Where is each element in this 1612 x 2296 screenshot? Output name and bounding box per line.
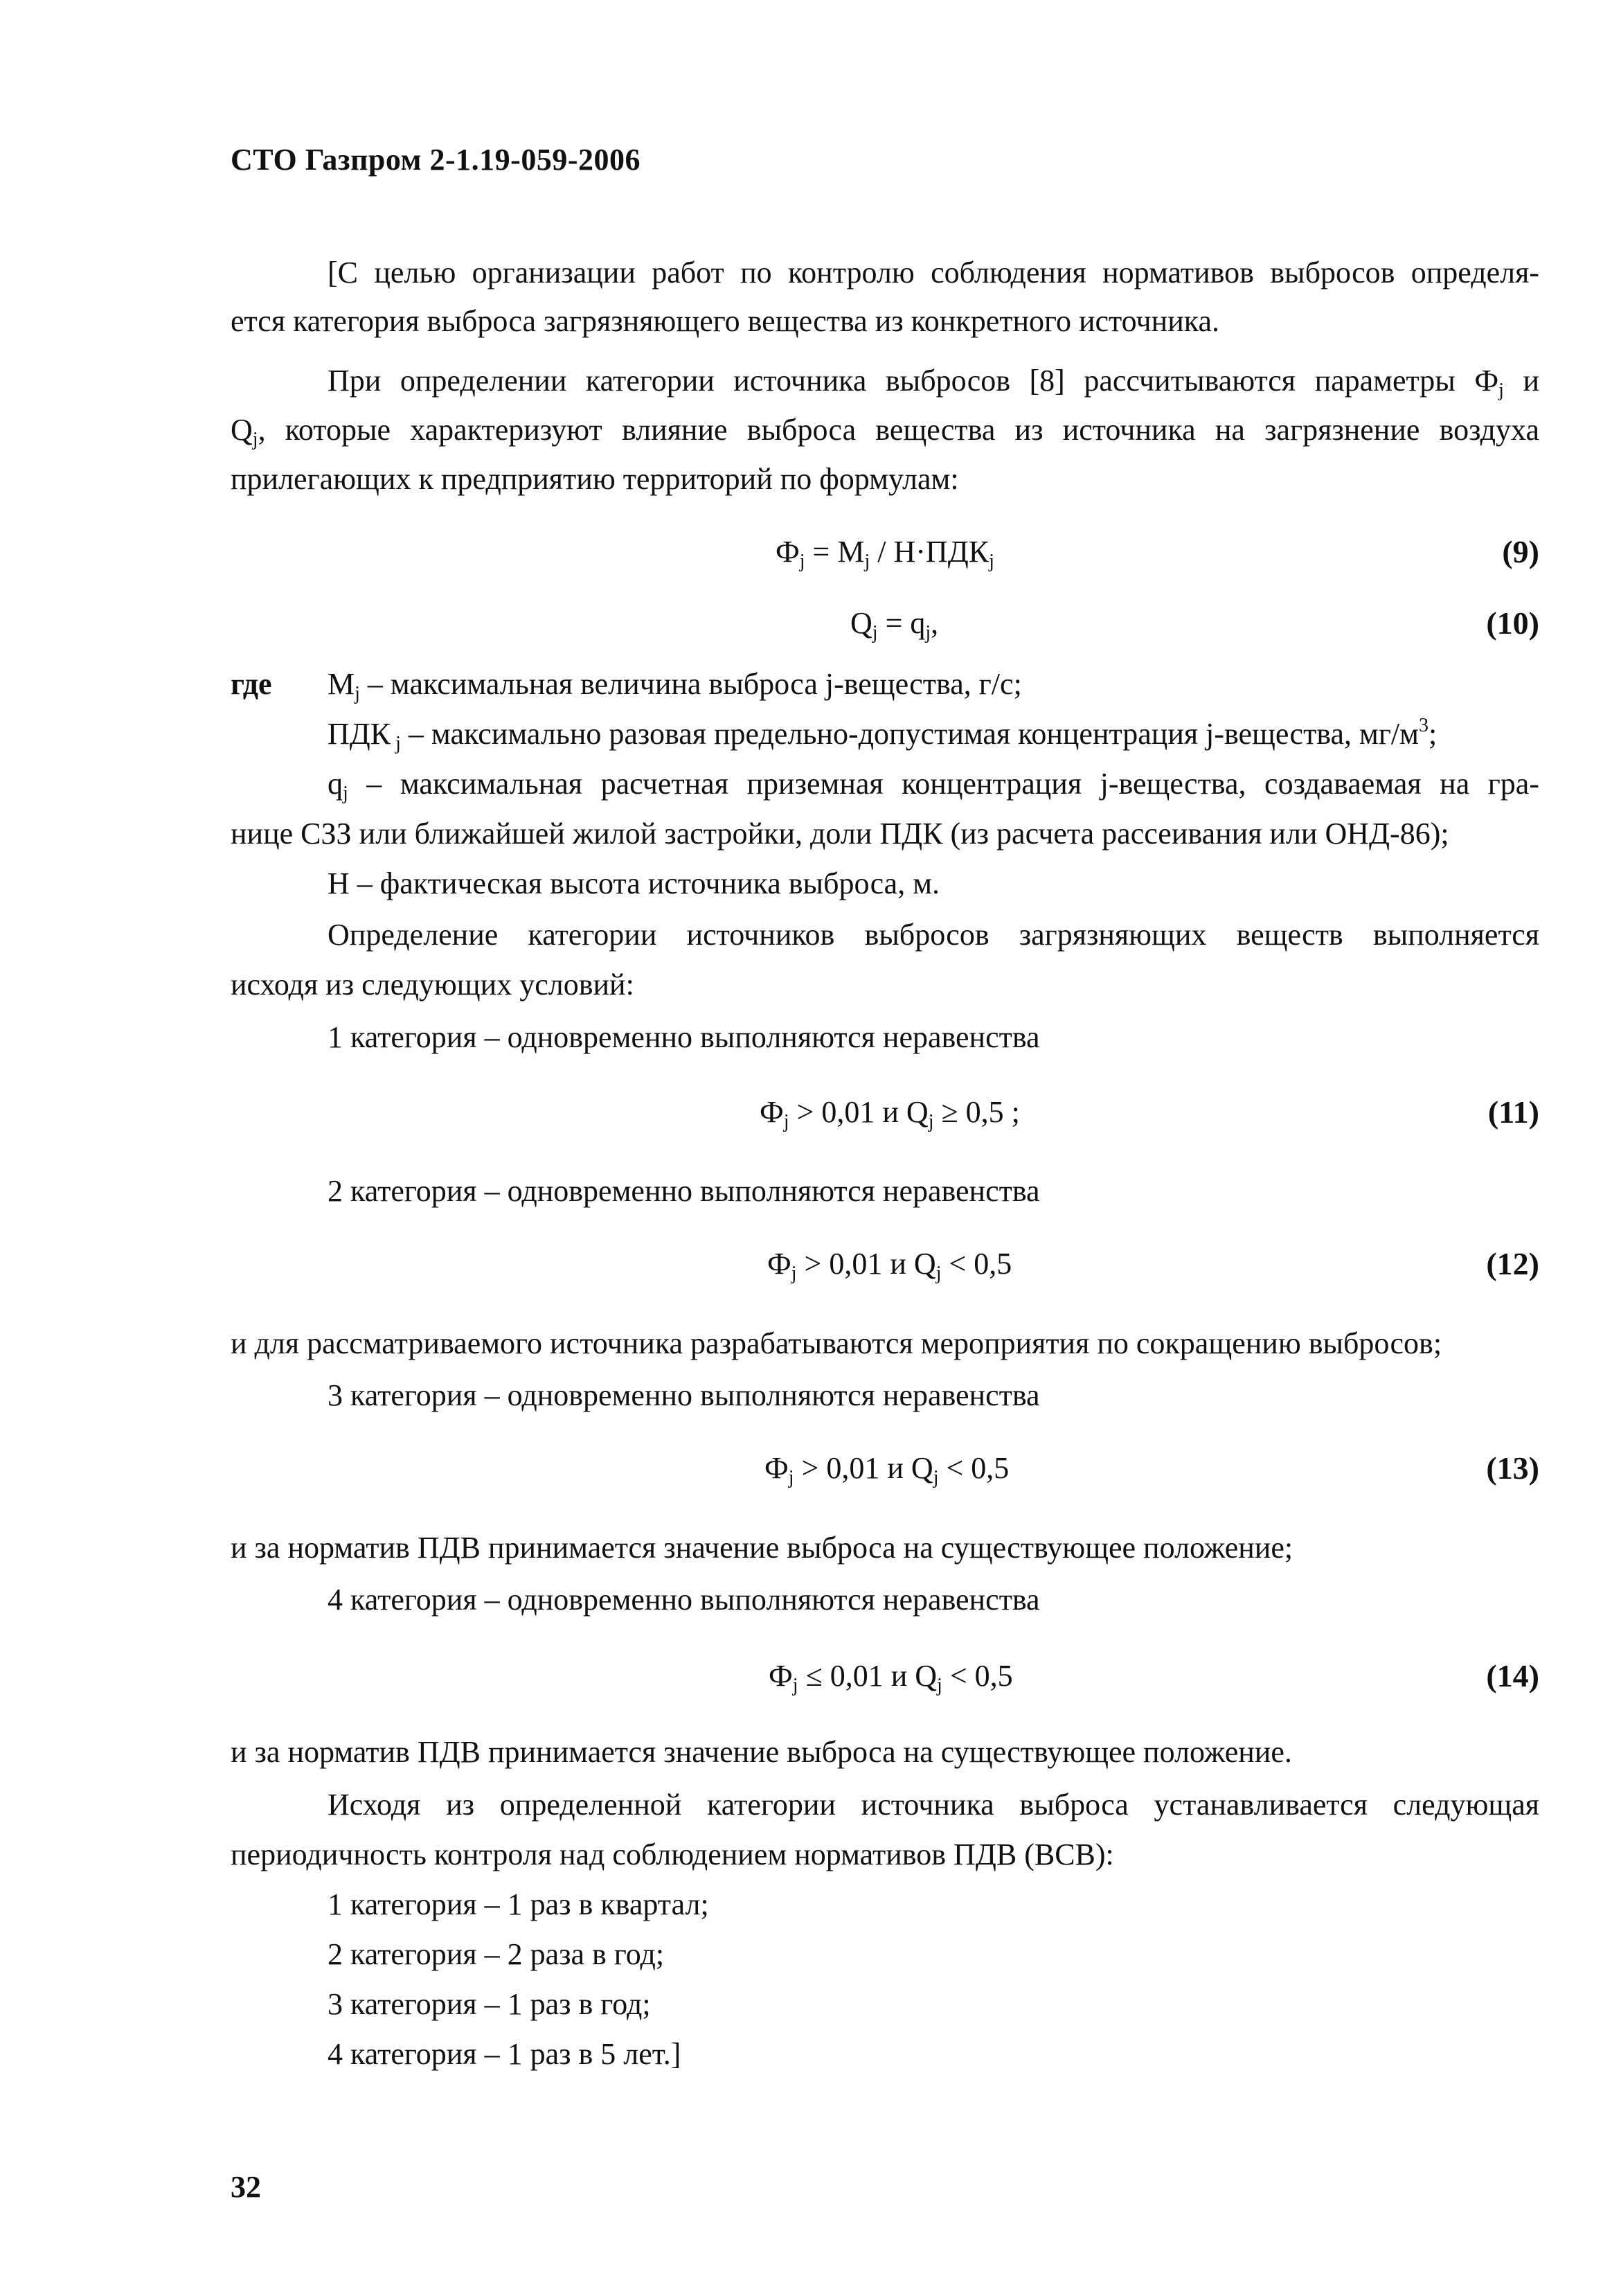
paragraph-4-line-1: Исходя из определенной категории источника выброса устанавливается следующая bbox=[328, 1788, 1539, 1822]
page-number: 32 bbox=[231, 2170, 261, 2204]
equation-11: $Ф_j > 0,01$ и $Q_j \ge 0,5$ ; bbox=[760, 1095, 1020, 1132]
period-list-item: 3 категория – 1 раз в год; bbox=[328, 1987, 651, 2021]
equation-13-number: (13) bbox=[1486, 1450, 1539, 1486]
category-1-intro: 1 категория – одновременно выполняются неравенства bbox=[328, 1020, 1040, 1054]
definition-q-line-2: нице СЗЗ или ближайшей жилой застройки, доли ПДК (из расчета рассеивания или ОНД-86); bbox=[231, 817, 1449, 851]
equation-14: $Ф_j \le 0,01$ и $Q_j < 0,5$ bbox=[769, 1659, 1013, 1696]
where-label: где bbox=[231, 667, 272, 701]
equation-11-number: (11) bbox=[1487, 1094, 1539, 1130]
definition-q-line-1: $q_j$ – максимальная расчетная приземная концентрация j-вещества, создаваемая на гра- bbox=[328, 767, 1539, 804]
paragraph-4-line-2: периодичность контроля над соблюдением нормативов ПДВ (ВСВ): bbox=[231, 1837, 1114, 1871]
paragraph-3-line-1: Определение категории источников выбросов загрязняющих веществ выполняется bbox=[328, 918, 1539, 952]
period-list-item: 4 категория – 1 раз в 5 лет.] bbox=[328, 2037, 681, 2071]
equation-13: $Ф_j > 0,01$ и $Q_j < 0,5$ bbox=[764, 1451, 1010, 1488]
equation-14-number: (14) bbox=[1486, 1658, 1539, 1693]
paragraph-1-line-2: ется категория выброса загрязняющего вещества из конкретного источника. bbox=[231, 304, 1220, 338]
paragraph-2-line-3: прилегающих к предприятию территорий по формулам: bbox=[231, 462, 959, 496]
paragraph-3-line-2: исходя из следующих условий: bbox=[231, 968, 634, 1002]
equation-12: $Ф_j > 0,01$ и $Q_j < 0,5$ bbox=[767, 1247, 1012, 1284]
document-header: СТО Газпром 2-1.19-059-2006 bbox=[231, 143, 641, 177]
category-4-after: и за норматив ПДВ принимается значение выброса на существующее положение. bbox=[231, 1735, 1292, 1769]
equation-9-number: (9) bbox=[1502, 534, 1539, 569]
category-2-after: и для рассматриваемого источника разрабатываются мероприятия по сокращению выбросов; bbox=[231, 1326, 1442, 1360]
category-2-intro: 2 категория – одновременно выполняются неравенства bbox=[328, 1174, 1040, 1208]
definition-pdk: ПДК $_j$ – максимально разовая предельно-допустимая концентрация j-вещества, $мг/м^3$; bbox=[328, 715, 1438, 754]
equation-10: $Q_j = q_j$, bbox=[850, 606, 939, 643]
category-3-intro: 3 категория – одновременно выполняются неравенства bbox=[328, 1378, 1040, 1412]
period-list-item: 1 категория – 1 раз в квартал; bbox=[328, 1887, 709, 1921]
definition-m: $M_j$ – максимальная величина выброса j-вещества, г/с; bbox=[328, 667, 1022, 704]
paragraph-2-line-1: При определении категории источника выбросов [8] рассчитываются параметры $Ф_j$ и bbox=[328, 364, 1539, 401]
period-list-item: 2 категория – 2 раза в год; bbox=[328, 1937, 665, 1971]
equation-9: $Ф_j = M_j / H\cdot ПДК_j$ bbox=[776, 535, 994, 572]
equation-10-number: (10) bbox=[1486, 605, 1539, 641]
definition-h: H – фактическая высота источника выброса, м. bbox=[328, 866, 940, 900]
paragraph-2-line-2: $Q_j$, которые характеризуют влияние выброса вещества из источника на загрязнение воздуха bbox=[231, 413, 1539, 450]
paragraph-1-line-1: [С целью организации работ по контролю соблюдения нормативов выбросов определя- bbox=[328, 256, 1539, 290]
equation-12-number: (12) bbox=[1486, 1246, 1539, 1281]
category-3-after: и за норматив ПДВ принимается значение выброса на существующее положение; bbox=[231, 1531, 1293, 1565]
category-4-intro: 4 категория – одновременно выполняются неравенства bbox=[328, 1583, 1040, 1617]
